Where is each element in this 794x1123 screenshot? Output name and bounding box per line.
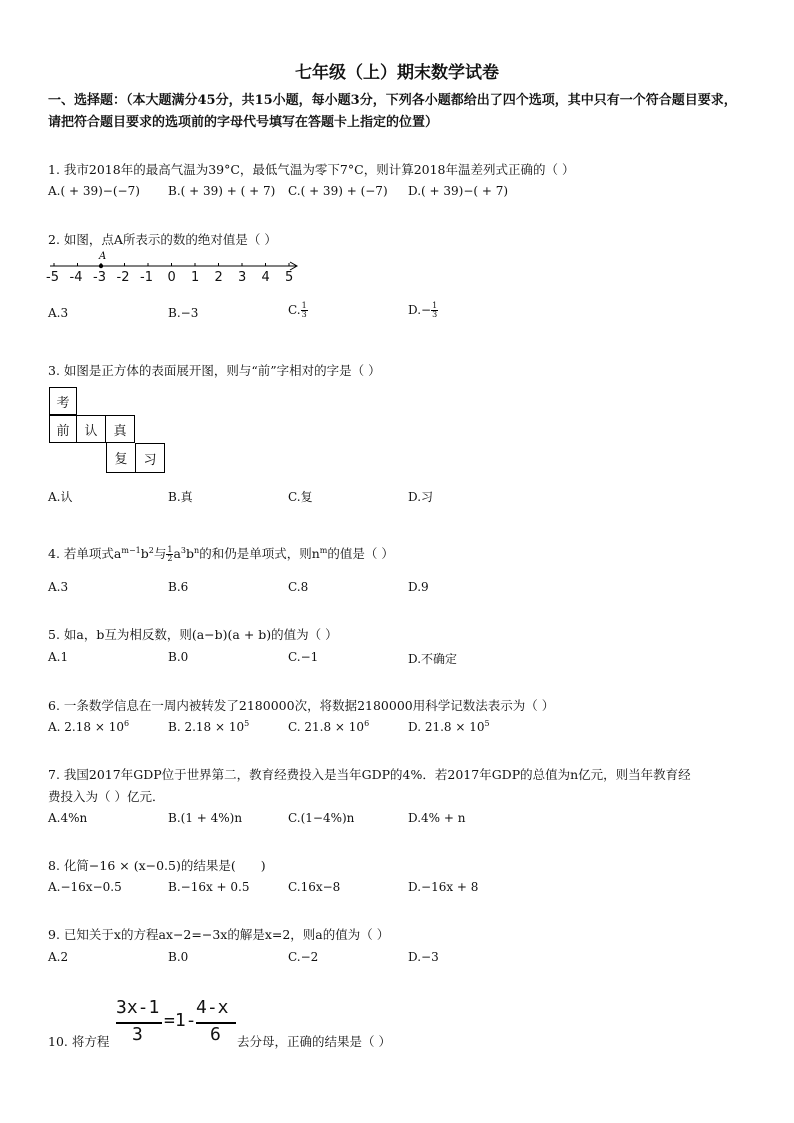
- number-line-tick-label: 3: [238, 270, 247, 285]
- exponent: 3: [180, 545, 187, 555]
- net-cell: 认: [77, 415, 106, 443]
- exponent: 5: [484, 719, 490, 728]
- number-line-tick-label: 5: [285, 270, 294, 285]
- question-3-option-c: C.复: [288, 490, 313, 504]
- option-d-prefix: D.−: [408, 303, 432, 317]
- fraction-1-denominator: 3: [132, 1024, 143, 1045]
- question-7-option-a: A.4%n: [48, 811, 88, 825]
- stem-text: 与: [153, 546, 167, 561]
- net-cell: 考: [49, 387, 77, 415]
- question-9-stem: 9. 已知关于x的方程ax−2=−3x的解是x=2，则a的值为（ ）: [48, 927, 390, 942]
- question-4-option-d: D.9: [408, 580, 429, 594]
- question-2-option-b: B.−3: [168, 306, 199, 320]
- question-4-option-b: B.6: [168, 580, 189, 594]
- question-9-option-a: A.2: [48, 950, 69, 964]
- fraction-1-numerator: 3x-1: [116, 997, 160, 1018]
- question-2-option-d: [408, 302, 438, 319]
- option-text: D. 21.8 × 10: [408, 720, 485, 734]
- option-text: C. 21.8 × 10: [288, 720, 365, 734]
- number-line-tick-label: -5: [46, 270, 59, 285]
- number-line-tick-label: -3: [93, 270, 106, 285]
- question-3-option-d: D.习: [408, 490, 434, 504]
- question-7-stem-line-1: 7. 我国2017年GDP位于世界第二，教育经费投入是当年GDP的4%．若2017年GDP的总值为n亿元，则当年教育经: [48, 767, 691, 782]
- question-10-prefix: 10. 将方程: [48, 1034, 110, 1049]
- question-5-option-c: C.−1: [288, 650, 319, 664]
- exponent: 2: [148, 545, 154, 555]
- numerator: 1: [301, 301, 307, 310]
- number-line-tick-label: 1: [191, 270, 200, 285]
- point-a-dot: [99, 264, 103, 268]
- net-cell: 前: [49, 415, 77, 443]
- question-4-stem: [48, 544, 394, 563]
- question-2-stem: 2. 如图，点A所表示的数的绝对值是（ ）: [48, 232, 277, 247]
- fraction: [301, 302, 308, 319]
- number-line-tick-label: 0: [167, 270, 176, 285]
- question-7-option-d: D.4% + n: [408, 811, 466, 825]
- question-9-option-c: C.−2: [288, 950, 319, 964]
- question-6-option-d: [408, 719, 490, 734]
- stem-text: b: [140, 546, 149, 561]
- denominator: 3: [432, 310, 438, 319]
- net-cell: 真: [106, 415, 135, 443]
- option-c-prefix: C.: [288, 303, 301, 317]
- option-text: A. 2.18 × 10: [48, 720, 124, 734]
- point-a-label: A: [99, 251, 107, 262]
- question-1-option-c: C.( + 39) + (−7): [288, 184, 388, 198]
- question-8-option-a: A.−16x−0.5: [48, 880, 122, 894]
- denominator: 2: [167, 554, 173, 563]
- question-8-option-b: B.−16x + 0.5: [168, 880, 250, 894]
- number-line: [44, 250, 304, 272]
- question-4-option-c: C.8: [288, 580, 309, 594]
- question-3-option-b: B.真: [168, 490, 193, 504]
- question-5-option-d: D.不确定: [408, 652, 458, 666]
- question-5-option-a: A.1: [48, 650, 69, 664]
- number-line-tick-label: -1: [140, 270, 153, 285]
- question-4-option-a: A.3: [48, 580, 69, 594]
- question-5-stem: 5. 如a，b互为相反数，则(a−b)(a + b)的值为（ ）: [48, 627, 338, 642]
- number-line-tick-label: 4: [261, 270, 270, 285]
- page-title: 七年级（上）期末数学试卷: [295, 63, 499, 83]
- number-line-tick-label: -4: [69, 270, 83, 285]
- question-8-stem: 8. 化简−16 × (x−0.5)的结果是( ): [48, 858, 266, 873]
- equation-middle: =1-: [164, 1010, 197, 1031]
- stem-text: 的值是（ ）: [327, 546, 394, 561]
- question-1-option-a: A.( + 39)−(−7): [48, 184, 140, 198]
- numerator: 1: [167, 545, 173, 554]
- number-line-tick-label: 2: [214, 270, 223, 285]
- exponent: 6: [123, 719, 130, 728]
- question-6-option-a: [48, 719, 129, 734]
- question-3-option-a: A.认: [48, 490, 73, 504]
- question-6-option-b: [168, 719, 249, 734]
- exponent: m: [319, 545, 328, 555]
- option-text: B. 2.18 × 10: [168, 720, 245, 734]
- question-9-option-d: D.−3: [408, 950, 439, 964]
- question-3-stem: 3. 如图是正方体的表面展开图，则与“前”字相对的字是（ ）: [48, 363, 381, 378]
- question-7-stem-line-2: 费投入为（ ）亿元．: [48, 789, 165, 804]
- stem-text: a: [173, 546, 181, 561]
- question-8-option-d: D.−16x + 8: [408, 880, 479, 894]
- fraction-2-numerator: 4-x: [196, 997, 229, 1018]
- stem-text: 4. 若单项式a: [48, 546, 122, 561]
- denominator: 3: [301, 310, 307, 319]
- question-10-suffix: 去分母，正确的结果是（ ）: [237, 1034, 391, 1049]
- question-2-option-c: [288, 302, 308, 319]
- net-cell: 习: [135, 443, 165, 473]
- question-5-option-b: B.0: [168, 650, 189, 664]
- stem-text: 的和仍是单项式，则n: [199, 546, 320, 561]
- fraction-2-denominator: 6: [210, 1024, 221, 1045]
- question-7-option-b: B.(1 + 4%)n: [168, 811, 243, 825]
- net-cell: 复: [106, 443, 136, 473]
- numerator: 1: [432, 301, 438, 310]
- question-9-option-b: B.0: [168, 950, 189, 964]
- question-8-option-c: C.16x−8: [288, 880, 341, 894]
- stem-text: b: [186, 546, 195, 561]
- question-6-option-c: [288, 719, 369, 734]
- question-1-option-d: D.( + 39)−( + 7): [408, 184, 509, 198]
- exponent: n: [194, 545, 200, 555]
- number-line-tick-label: -2: [116, 270, 130, 285]
- question-2-option-a: A.3: [48, 306, 69, 320]
- question-7-option-c: C.(1−4%)n: [288, 811, 355, 825]
- exponent: 6: [364, 719, 370, 728]
- question-1-option-b: B.( + 39) + ( + 7): [168, 184, 276, 198]
- exponent: m−1: [121, 545, 141, 555]
- question-6-stem: 6. 一条数学信息在一周内被转发了2180000次，将数据2180000用科学记数法表示为（ ）: [48, 698, 555, 713]
- fraction: [431, 302, 438, 319]
- exponent: 5: [244, 719, 250, 728]
- section-heading: 一、选择题：（本大题满分45分，共15小题，每小题3分，下列各小题都给出了四个选项，其中只有一个符合题目要求，请把符合题目要求的选项前的字母代号填写在答题卡上指定的位置）: [48, 93, 737, 130]
- question-1-stem: 1. 我市2018年的最高气温为39°C，最低气温为零下7°C，则计算2018年温差列式正确的（ ）: [48, 162, 575, 177]
